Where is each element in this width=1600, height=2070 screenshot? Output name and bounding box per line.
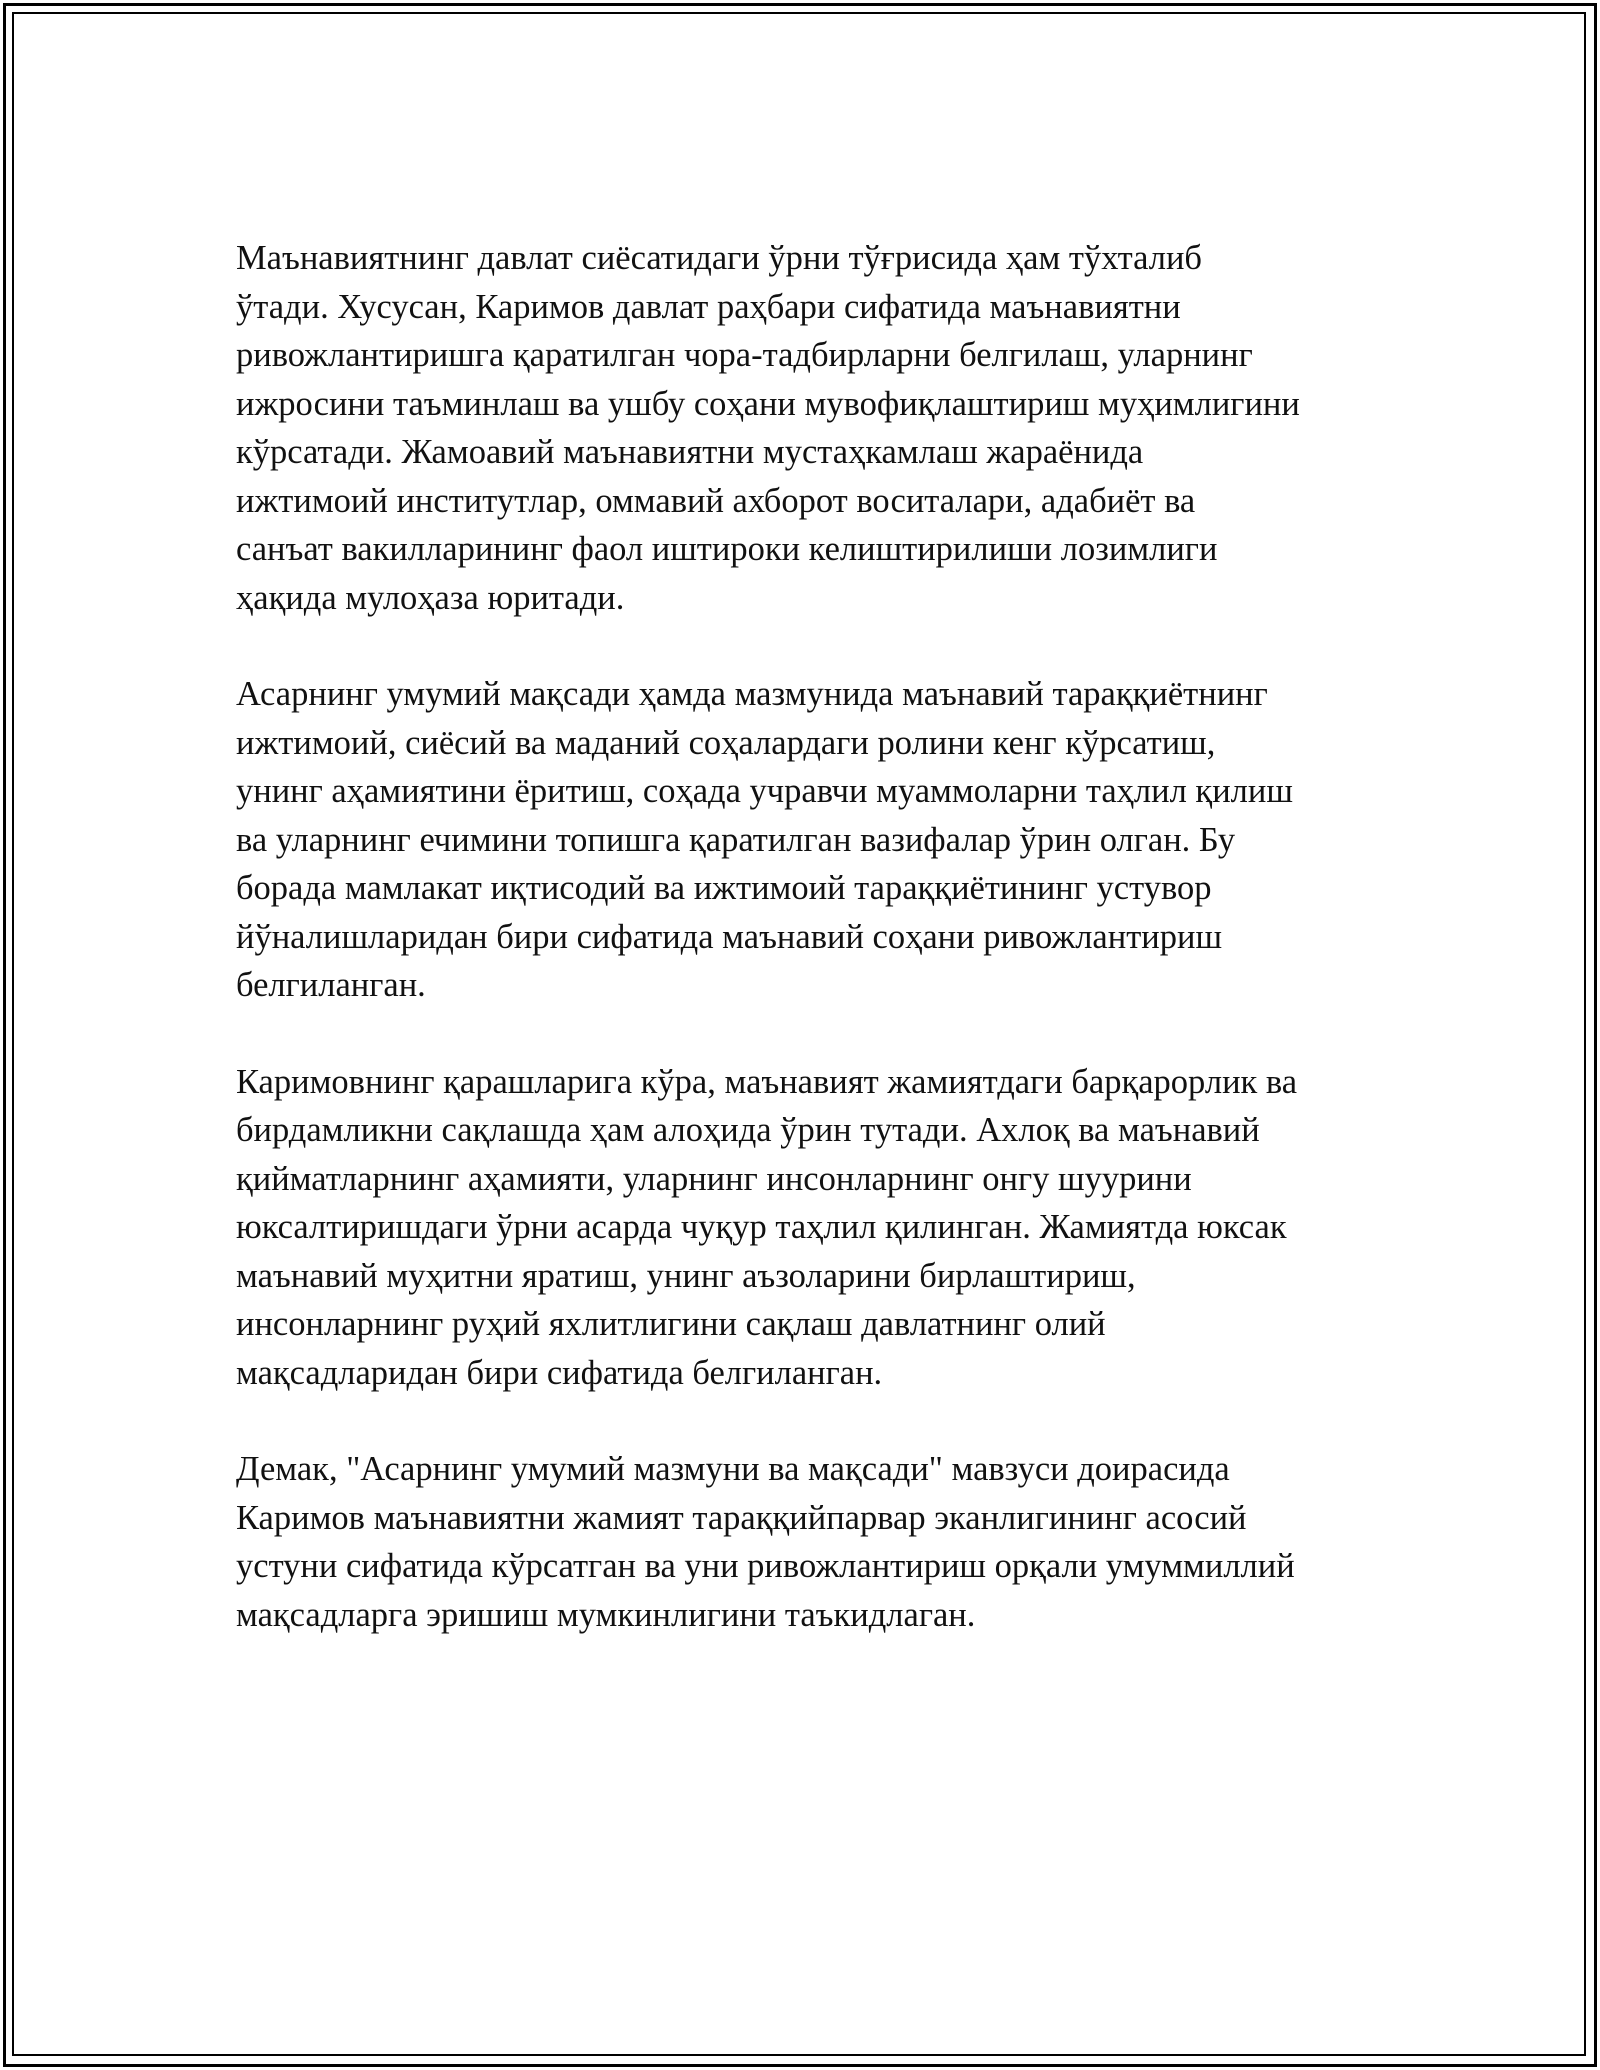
document-body [236,234,1376,1687]
paragraph-1: Маънавиятнинг давлат сиёсатидаги ўрни тўғрисида ҳам тўхталиб ўтади. Хусусан, Каримов давлат раҳбари сифатида маънавиятни ривожлантиришга қаратилган чора-тадбирларни белгилаш, уларнинг ижросини таъминлаш ва ушбу соҳани мувофиқлаштириш муҳимлигини кўрсатади. Жамоавий маънавиятни мустаҳкамлаш жараёнида ижтимоий институтлар, оммавий ахборот воситалари, адабиёт ва санъат вакилларининг фаол иштироки келиштирилиши лозимлиги ҳақида мулоҳаза юритади. [236,239,1300,617]
paragraph-4: Демак, "Асарнинг умумий мазмуни ва мақсади" мавзуси доирасида Каримов маънавиятни жамият тараққийпарвар эканлигининг асосий устуни сифатида кўрсатган ва уни ривожлантириш орқали умуммиллий мақсадларга эришиш мумкинлигини таъкидлаган. [236,1450,1295,1634]
paragraph-2: Асарнинг умумий мақсади ҳамда мазмунида маънавий тараққиётнинг ижтимоий, сиёсий ва маданий соҳалардаги ролини кенг кўрсатиш, унинг аҳамиятини ёритиш, соҳада учравчи муаммоларни таҳлил қилиш ва уларнинг ечимини топишга қаратилган вазифалар ўрин олган. Бу борада мамлакат иқтисодий ва ижтимоий тараққиётининг устувор йўналишларидан бири сифатида маънавий соҳани ривожлантириш белгиланган. [236,675,1293,1004]
paragraph-3: Каримовнинг қарашларига кўра, маънавият жамиятдаги барқарорлик ва бирдамликни сақлашда ҳам алоҳида ўрин тутади. Ахлоқ ва маънавий қийматларнинг аҳамияти, уларнинг инсонларнинг онгу шуурини юксалтиришдаги ўрни асарда чуқур таҳлил қилинган. Жамиятда юксак маънавий муҳитни яратиш, унинг аъзоларини бирлаштириш, инсонларнинг руҳий яхлитлигини сақлаш давлатнинг олий мақсадларидан бири сифатида белгиланган. [236,1062,1298,1392]
